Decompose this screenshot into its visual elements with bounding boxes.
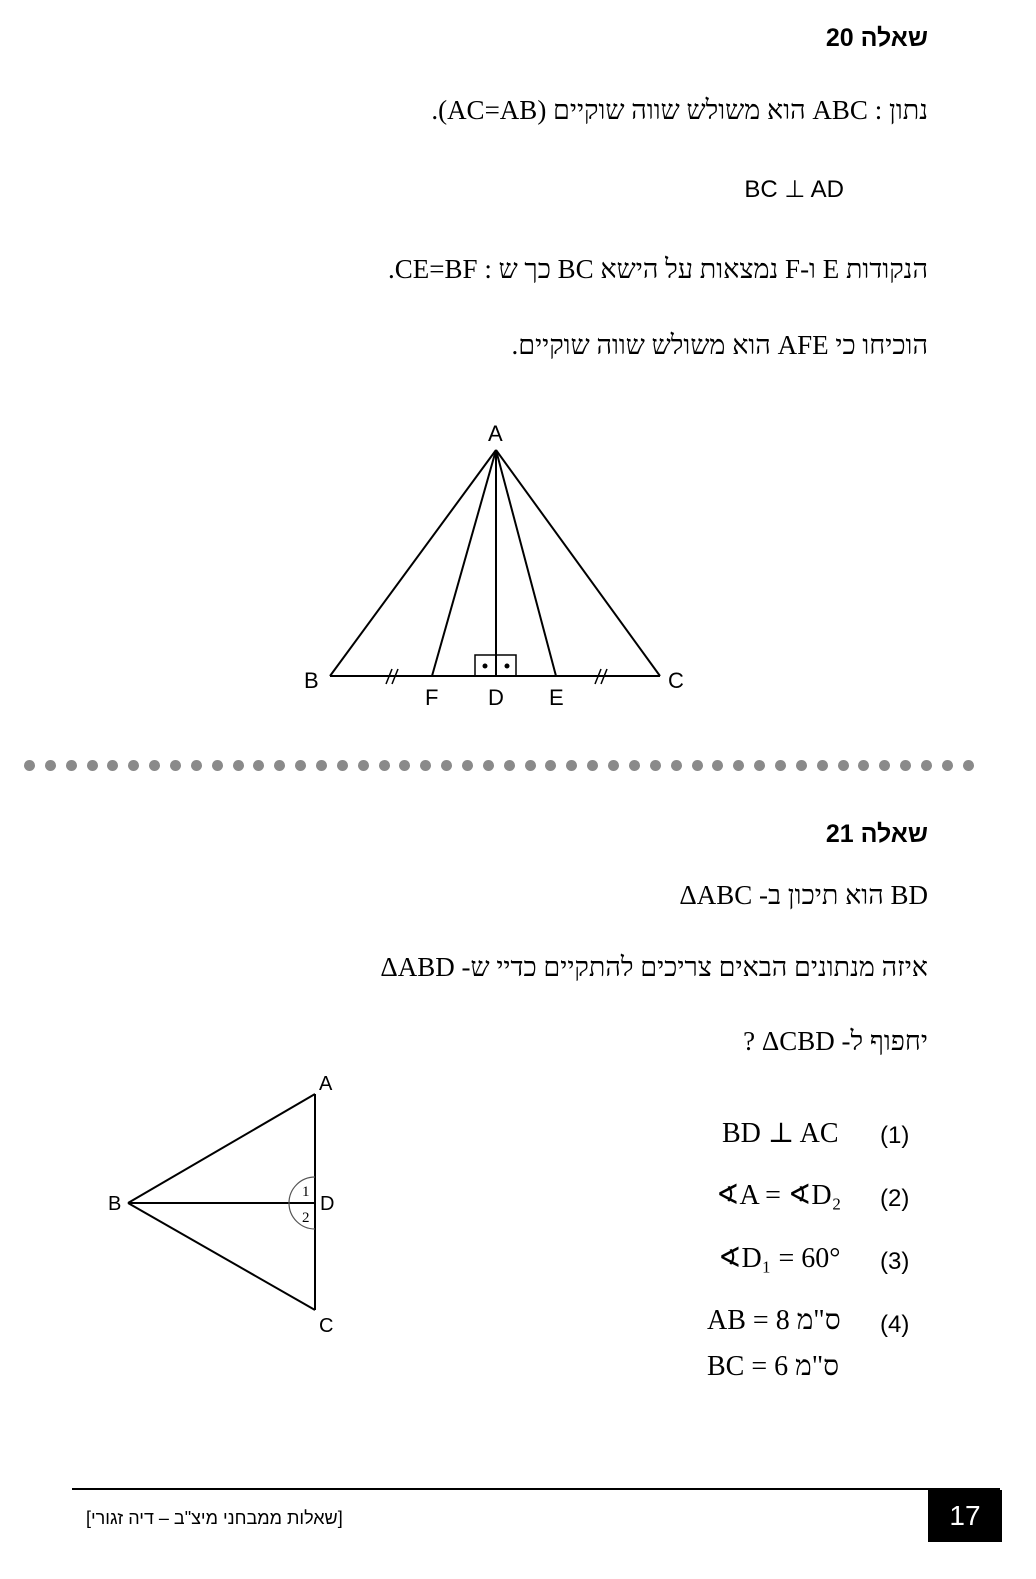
q21-line-3: יחפוף ל- ΔCBD ? xyxy=(743,1026,928,1056)
footer-rule xyxy=(72,1488,1000,1490)
label-A: A xyxy=(319,1073,333,1095)
dotted-separator xyxy=(24,755,974,775)
page-number: 17 xyxy=(928,1490,1002,1542)
label-angle-1: 1 xyxy=(302,1184,310,1200)
option-3-text: ∢D₁ = 60° xyxy=(718,1243,841,1274)
option-4-text: AB = 8 ס"מ xyxy=(707,1305,841,1336)
label-F: F xyxy=(425,685,439,710)
question-21-title: שאלה 21 xyxy=(825,820,928,848)
label-D: D xyxy=(488,685,504,710)
label-C: C xyxy=(319,1315,334,1337)
label-D: D xyxy=(320,1193,335,1215)
label-angle-2: 2 xyxy=(302,1210,310,1226)
question-20-title: שאלה 20 xyxy=(825,24,928,52)
label-A: A xyxy=(488,421,503,446)
label-B: B xyxy=(108,1193,122,1215)
q20-triangle-figure xyxy=(290,415,700,715)
q20-prove: הוכיחו כי AFE הוא משולש שווה שוקיים. xyxy=(511,330,928,360)
option-4-number: (4) xyxy=(880,1311,910,1338)
footer-source: [שאלות ממבחני מיצ"ב – דיה זגורי] xyxy=(86,1508,343,1528)
label-C: C xyxy=(668,668,684,693)
q21-triangle-figure xyxy=(100,1070,350,1340)
label-B: B xyxy=(304,668,319,693)
q20-points: הנקודות E ו-F נמצאות על הישא BC כך ש : CE=BF. xyxy=(388,254,928,284)
q20-perpendicular: BC ⊥ AD xyxy=(744,176,844,203)
option-3-number: (3) xyxy=(880,1248,910,1275)
option-1-number: (1) xyxy=(880,1122,910,1149)
q21-line-2: איזה מנתונים הבאים צריכים להתקיים כדיי ש- ΔABD xyxy=(380,952,928,982)
option-1-text: BD ⊥ AC xyxy=(722,1118,839,1149)
option-2-number: (2) xyxy=(880,1185,910,1212)
q20-given: נתון : ABC הוא משולש שווה שוקיים (AC=AB). xyxy=(431,95,928,125)
label-E: E xyxy=(549,685,564,710)
option-4-text-2: BC = 6 ס"מ xyxy=(707,1351,840,1382)
q21-line-1: BD הוא תיכון ב- ΔABC xyxy=(679,880,928,910)
option-2-text: ∢A = ∢D₂ xyxy=(716,1180,842,1211)
